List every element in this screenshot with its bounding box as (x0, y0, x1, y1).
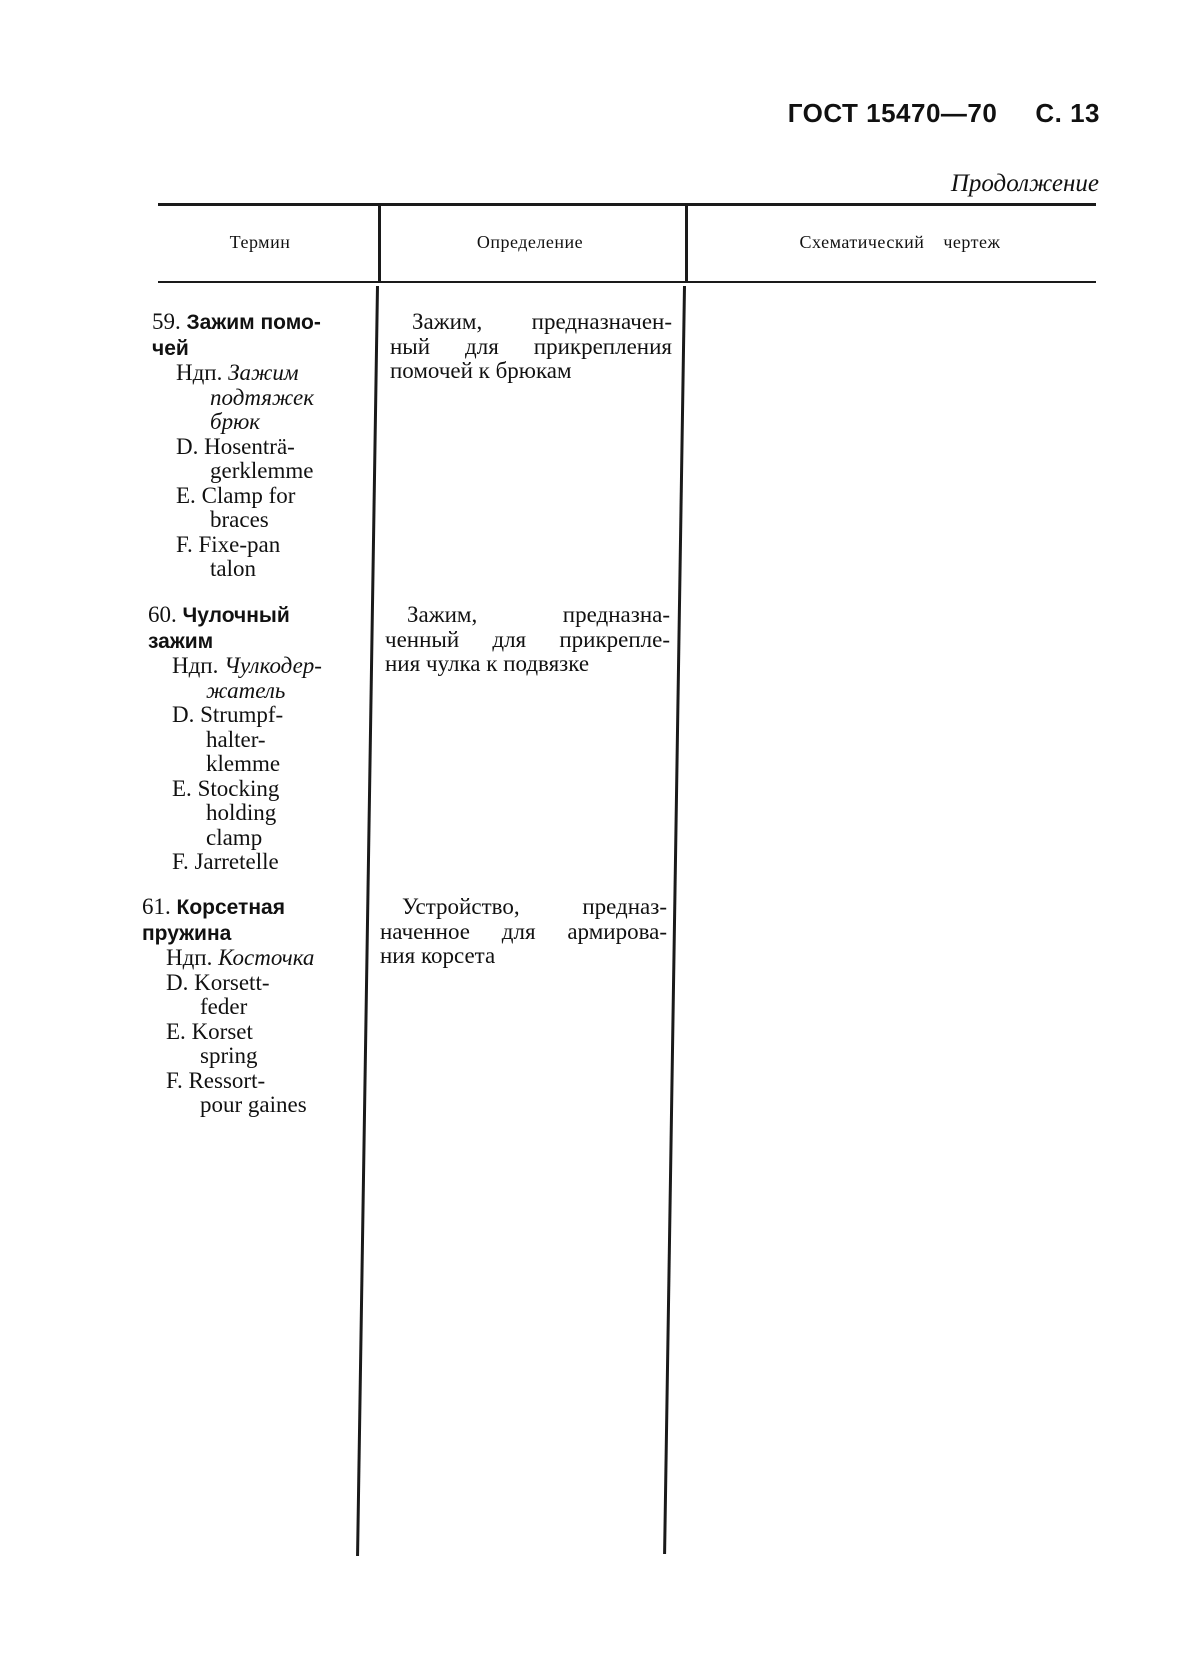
column-divider-1-body (356, 286, 379, 1556)
column-divider-2 (685, 205, 688, 281)
foreign-equivalent-de: D. Korsett- feder (166, 969, 270, 1019)
deprecated-synonym: Ндп. Зажим подтяжек брюк (176, 360, 314, 434)
column-divider-1 (378, 205, 381, 281)
foreign-equivalent-de: D. Strumpf- halter- klemme (172, 702, 284, 776)
term-entry-59: 59. Зажим помо- чей Ндп. Зажим подтяжек брюк D. Hosenträ- gerklemme E. Clamp for braces F. Fixe-pan talon (152, 309, 321, 581)
foreign-equivalent-fr: F. Fixe-pan talon (176, 531, 281, 581)
foreign-equivalent-de: D. Hosenträ- gerklemme (176, 433, 314, 483)
definition-60: Зажим, предназна- ченный для прикрепле- ния чулка к подвязке (385, 602, 670, 676)
column-header-drawing: Схематический чертеж (799, 232, 1001, 252)
term-title: 59. Зажим помо- (152, 309, 321, 334)
definition-59: Зажим, предназначен- ный для прикрепления помочей к брюкам (390, 309, 672, 383)
foreign-equivalent-fr: F. Jarretelle (172, 849, 279, 874)
definition-61: Устройство, предназ- наченное для армирова- ния корсета (380, 894, 667, 968)
page-number: С. 13 (1035, 98, 1100, 128)
foreign-equivalent-en: E. Korset spring (166, 1018, 258, 1068)
term-entry-60: 60. Чулочный зажим Ндп. Чулкодер- жатель D. Strumpf- halter- klemme E. Stocking holding clamp F. Jarretelle (148, 602, 322, 874)
term-title: 60. Чулочный (148, 602, 290, 627)
column-header-term: Термин (229, 232, 291, 252)
term-entry-61: 61. Корсетная пружина Ндп. Косточка D. Korsett- feder E. Korset spring F. Ressort- pour gaines (142, 894, 315, 1117)
column-header-definition: Определение (476, 232, 584, 252)
foreign-equivalent-en: E. Clamp for braces (176, 482, 296, 532)
continuation-label: Продолжение (950, 170, 1099, 197)
page-header (780, 98, 1100, 129)
foreign-equivalent-fr: F. Ressort- pour gaines (166, 1067, 307, 1117)
table-header-rule (158, 281, 1096, 283)
deprecated-synonym: Ндп. Чулкодер- жатель (172, 653, 322, 703)
standard-number: ГОСТ 15470—70 (787, 98, 998, 128)
term-title: 61. Корсетная (142, 894, 285, 919)
deprecated-synonym: Ндп. Косточка (166, 945, 315, 970)
foreign-equivalent-en: E. Stocking holding clamp (172, 775, 280, 850)
table-top-rule (158, 203, 1096, 206)
